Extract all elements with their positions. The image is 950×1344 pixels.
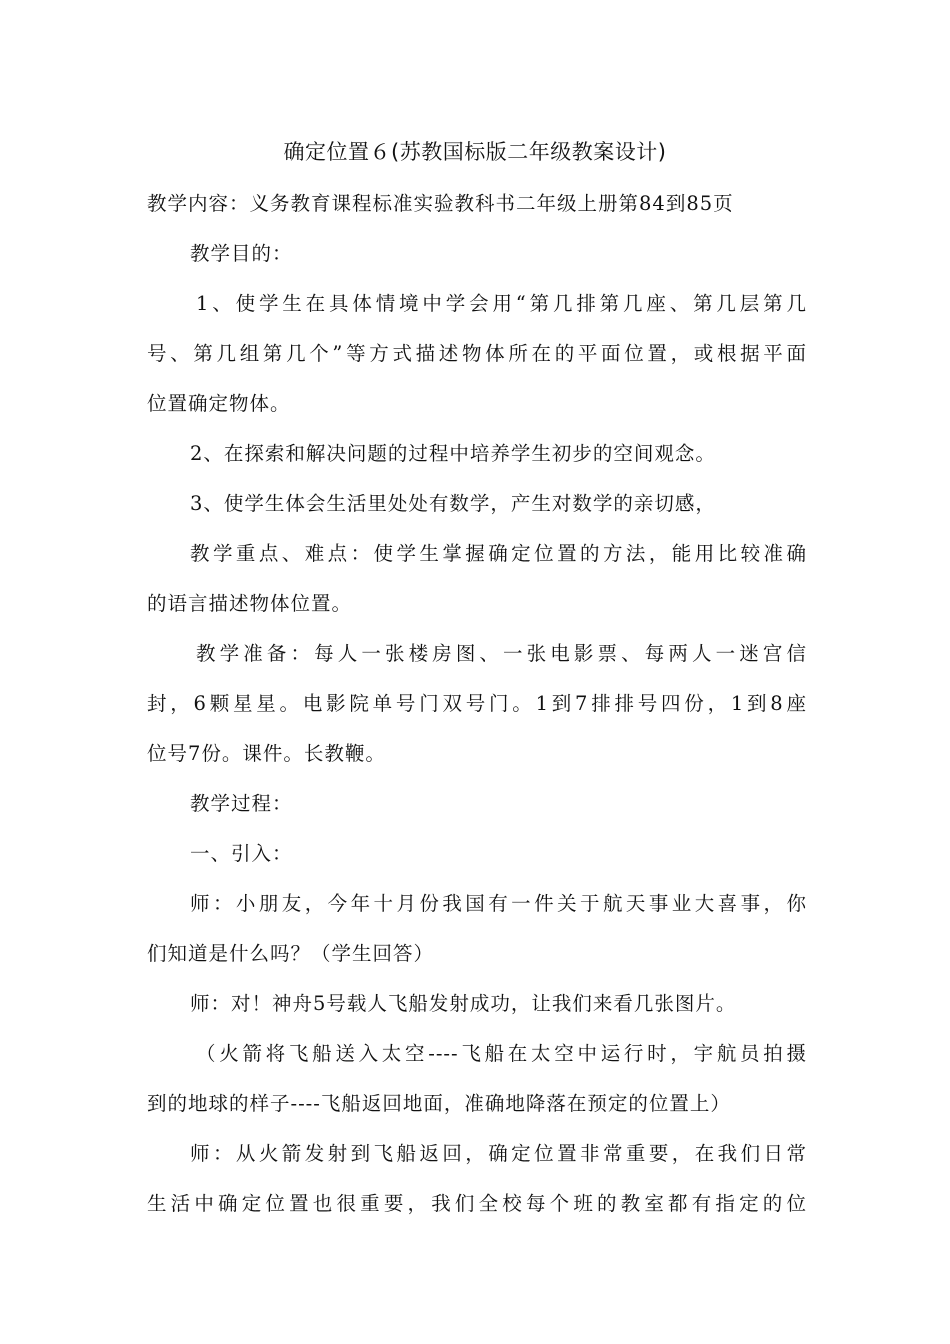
text-line-objective-1c: 位置确定物体。: [147, 392, 291, 415]
text-line-process-heading: 教学过程：: [190, 792, 293, 815]
text-line-preparation-c: 位号7份。课件。长教鞭。: [147, 742, 386, 765]
text-line-objective-1a: 1、使学生在具体情境中学会用“第几排第几座、第几层第几: [196, 292, 807, 315]
text-line-key-points-b: 的语言描述物体位置。: [147, 592, 353, 615]
text-line-objective-3: 3、使学生体会生活里处处有数学，产生对数学的亲切感，: [190, 492, 716, 515]
text-line-preparation-a: 教学准备：每人一张楼房图、一张电影票、每两人一迷宫信: [196, 642, 807, 665]
text-line-teacher-3b: 生活中确定位置也很重要，我们全校每个班的教室都有指定的位: [147, 1192, 807, 1215]
text-line-images-a: （火箭将飞船送入太空----飞船在太空中运行时，宇航员拍摄: [196, 1042, 807, 1065]
text-line-images-b: 到的地球的样子----飞船返回地面，准确地降落在预定的位置上）: [147, 1092, 731, 1115]
text-line-teacher-1a: 师：小朋友，今年十月份我国有一件关于航天事业大喜事，你: [190, 892, 807, 915]
document-title: 确定位置６(苏教国标版二年级教案设计): [283, 140, 667, 164]
text-line-key-points-a: 教学重点、难点：使学生掌握确定位置的方法，能用比较准确: [190, 542, 807, 565]
text-line-teacher-3a: 师：从火箭发射到飞船返回，确定位置非常重要，在我们日常: [190, 1142, 807, 1165]
text-line-intro-heading: 一、引入：: [190, 842, 293, 865]
text-line-content: 教学内容：义务教育课程标准实验教科书二年级上册第84到85页: [147, 192, 734, 215]
text-line-objective-2: 2、在探索和解决问题的过程中培养学生初步的空间观念。: [190, 442, 716, 465]
text-line-teacher-1b: 们知道是什么吗？（学生回答）: [147, 942, 435, 965]
text-line-preparation-b: 封，6颗星星。电影院单号门双号门。1到7排排号四份，1到8座: [147, 692, 807, 715]
text-line-teacher-2: 师：对！神舟5号载人飞船发射成功，让我们来看几张图片。: [190, 992, 737, 1015]
text-line-objective-1b: 号、第几组第几个”等方式描述物体所在的平面位置，或根据平面: [147, 342, 807, 365]
text-line-objectives-heading: 教学目的：: [190, 242, 293, 265]
